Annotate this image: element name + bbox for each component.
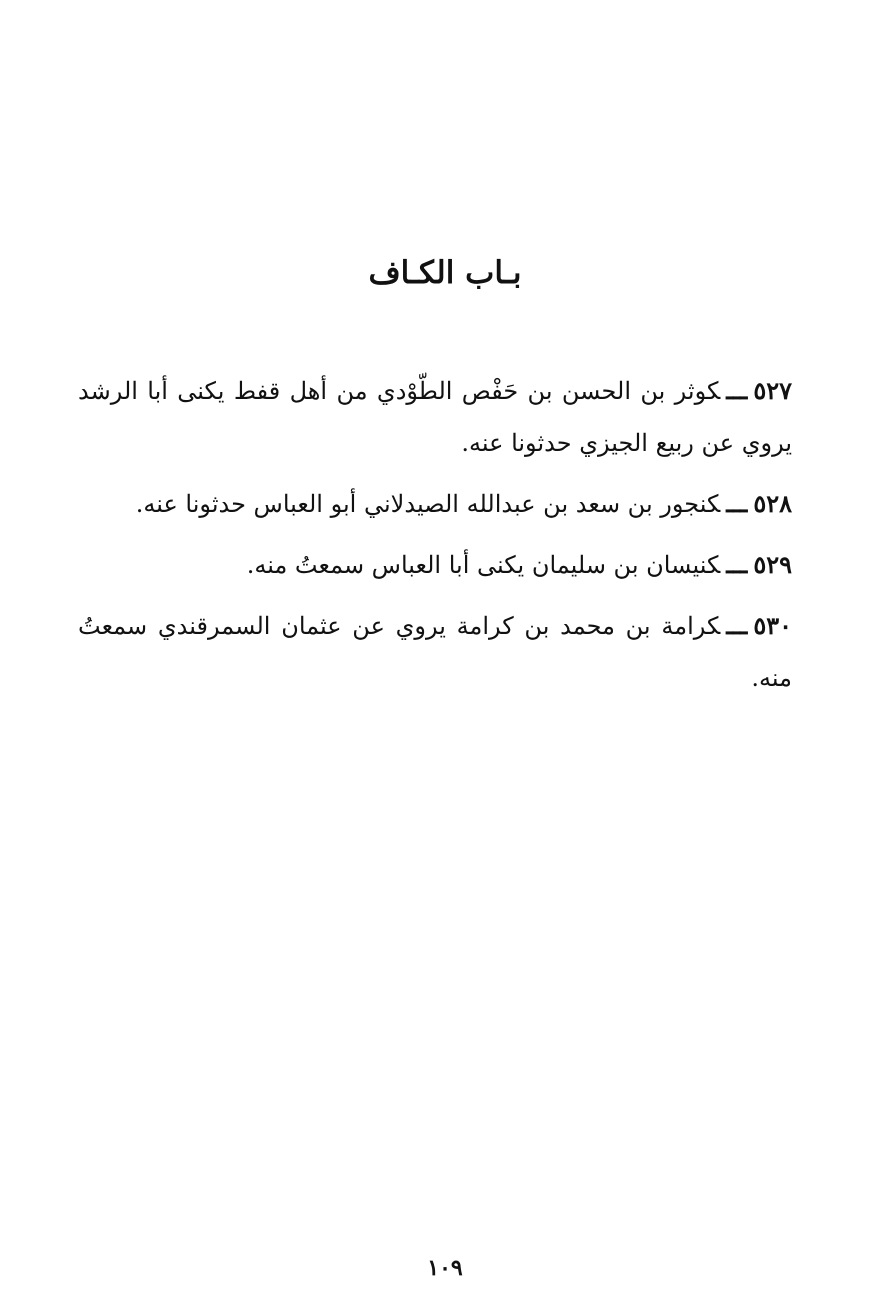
entry-527	[78, 365, 792, 469]
entry-dash: ـــ	[726, 489, 748, 518]
entry-number: ٥٣٠	[753, 611, 792, 640]
entry-number: ٥٢٨	[753, 489, 792, 518]
entry-number: ٥٢٩	[753, 550, 792, 579]
chapter-title: بـاب الكـاف	[368, 255, 522, 291]
entry-530	[78, 600, 792, 704]
entry-text: كرامة بن محمد بن كرامة يروي عن عثمان السمرقندي سمعتُ منه.	[78, 612, 792, 692]
entry-text: كوثر بن الحسن بن حَفْص الطّوْدي من أهل قفط يكنى أبا الرشد يروي عن ربيع الجيزي حدثونا عنه.	[78, 377, 792, 457]
entry-529	[78, 539, 792, 591]
entry-text: كنجور بن سعد بن عبدالله الصيدلاني أبو العباس حدثونا عنه.	[135, 490, 721, 518]
entry-dash: ـــ	[726, 611, 748, 640]
entry-528	[78, 478, 792, 530]
entry-dash: ـــ	[726, 550, 748, 579]
entry-dash: ـــ	[726, 376, 748, 405]
entry-number: ٥٢٧	[753, 376, 792, 405]
page-number: ١٠٩	[427, 1255, 463, 1281]
entries-list	[78, 365, 792, 713]
entry-text: كنيسان بن سليمان يكنى أبا العباس سمعتُ منه.	[246, 551, 721, 579]
